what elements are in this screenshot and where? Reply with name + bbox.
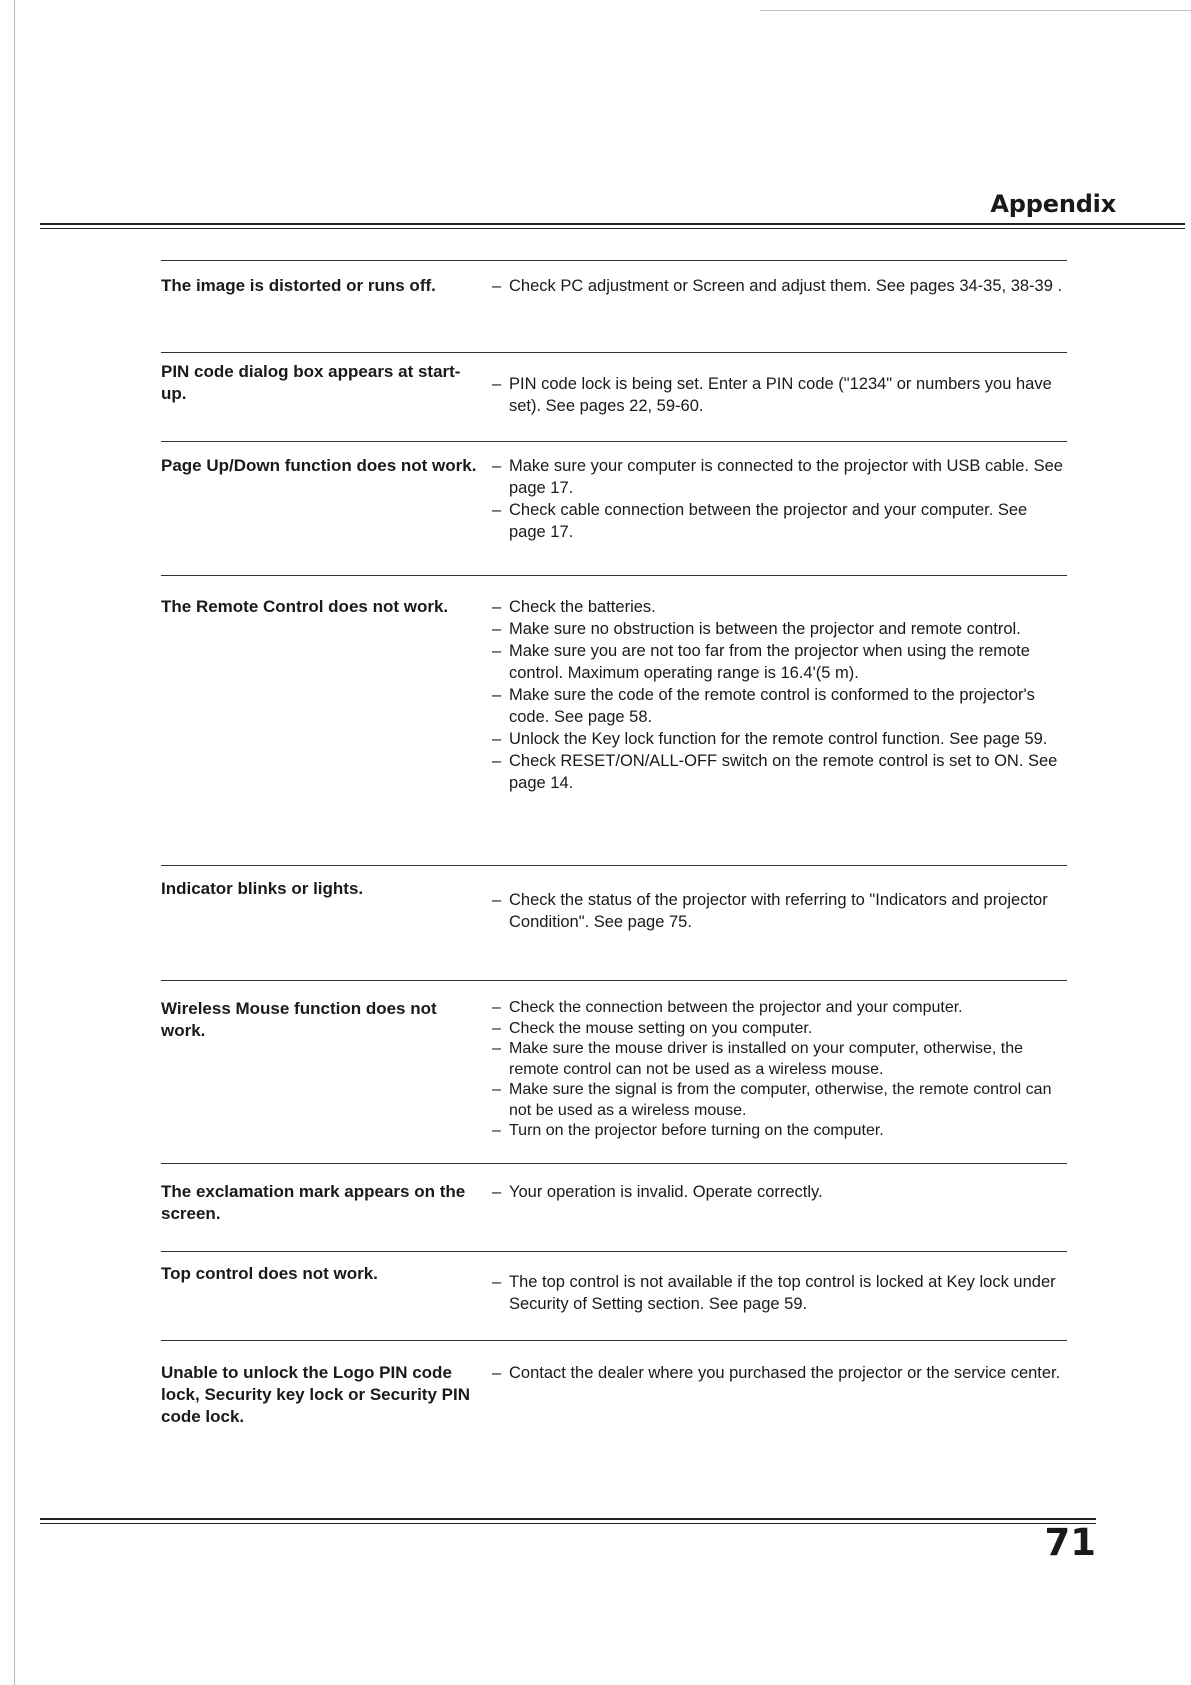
solution-list [492, 596, 1067, 865]
solution-list [492, 998, 1067, 1163]
solution-list [492, 1263, 1067, 1340]
table-row [161, 865, 1067, 980]
solution-item: – Make sure you are not too far from the projector when using the remote control. Maximum operating range is 16.4'(5 m). [492, 640, 1067, 684]
solution-item: – Check the status of the projector with referring to "Indicators and projector Condition". See page 75. [492, 889, 1067, 933]
problem-label: The exclamation mark appears on the screen. [161, 1182, 466, 1223]
footer-rule [40, 1518, 1096, 1524]
solution-item: – Check the batteries. [492, 596, 1067, 618]
solution-item: – Check PC adjustment or Screen and adjust them. See pages 34-35, 38-39 . [492, 275, 1067, 297]
solution-list [492, 1362, 1067, 1452]
solution-item: – Check RESET/ON/ALL-OFF switch on the remote control is set to ON. See page 14. [492, 750, 1067, 794]
solution-item: – Turn on the projector before turning on the computer. [492, 1121, 1067, 1142]
page-number: 71 [1044, 1521, 1096, 1564]
solution-list [492, 361, 1067, 441]
solution-item: – Check the mouse setting on you computer. [492, 1019, 1067, 1040]
problem-label: Unable to unlock the Logo PIN code lock, Security key lock or Security PIN code lock. [161, 1363, 470, 1426]
problem-label: Wireless Mouse function does not work. [161, 999, 437, 1040]
solution-item: – Your operation is invalid. Operate correctly. [492, 1181, 1067, 1203]
solution-item: – Make sure your computer is connected to the projector with USB cable. See page 17. [492, 455, 1067, 499]
solution-list [492, 1181, 1067, 1251]
problem-label: The Remote Control does not work. [161, 597, 449, 616]
problem-label: Indicator blinks or lights. [161, 879, 364, 898]
problem-label: PIN code dialog box appears at start-up. [161, 362, 461, 403]
page-edge-line [14, 0, 15, 1685]
solution-item: – Make sure the mouse driver is installed on your computer, otherwise, the remote control can not be used as a wireless mouse. [492, 1039, 1067, 1080]
solution-item: – Make sure no obstruction is between the projector and remote control. [492, 618, 1067, 640]
solution-item: – Make sure the signal is from the computer, otherwise, the remote control can not be used as a wireless mouse. [492, 1080, 1067, 1121]
problem-label: The image is distorted or runs off. [161, 276, 436, 295]
solution-item: – The top control is not available if the top control is locked at Key lock under Security of Setting section. See page 59. [492, 1271, 1067, 1315]
solution-item: – Contact the dealer where you purchased the projector or the service center. [492, 1362, 1067, 1384]
table-row [161, 1251, 1067, 1340]
solution-item: – Unlock the Key lock function for the remote control function. See page 59. [492, 728, 1067, 750]
top-edge-line [760, 10, 1191, 11]
table-row [161, 575, 1067, 865]
table-row [161, 1163, 1067, 1251]
solution-list [492, 275, 1067, 352]
section-title: Appendix [990, 190, 1116, 218]
header-rule [40, 223, 1185, 229]
table-row [161, 1340, 1067, 1452]
table-row [161, 352, 1067, 441]
solution-item: – Check the connection between the projector and your computer. [492, 998, 1067, 1019]
solution-list [492, 878, 1067, 980]
solution-item: – Check cable connection between the projector and your computer. See page 17. [492, 499, 1067, 543]
table-row [161, 980, 1067, 1163]
solution-item: – PIN code lock is being set. Enter a PIN code ("1234" or numbers you have set). See pages 22, 59-60. [492, 373, 1067, 417]
table-row [161, 441, 1067, 575]
solution-item: – Make sure the code of the remote control is conformed to the projector's code. See page 58. [492, 684, 1067, 728]
troubleshooting-table [161, 260, 1067, 1452]
solution-list [492, 455, 1067, 575]
problem-label: Top control does not work. [161, 1264, 378, 1283]
problem-label: Page Up/Down function does not work. [161, 456, 477, 475]
table-row [161, 260, 1067, 352]
